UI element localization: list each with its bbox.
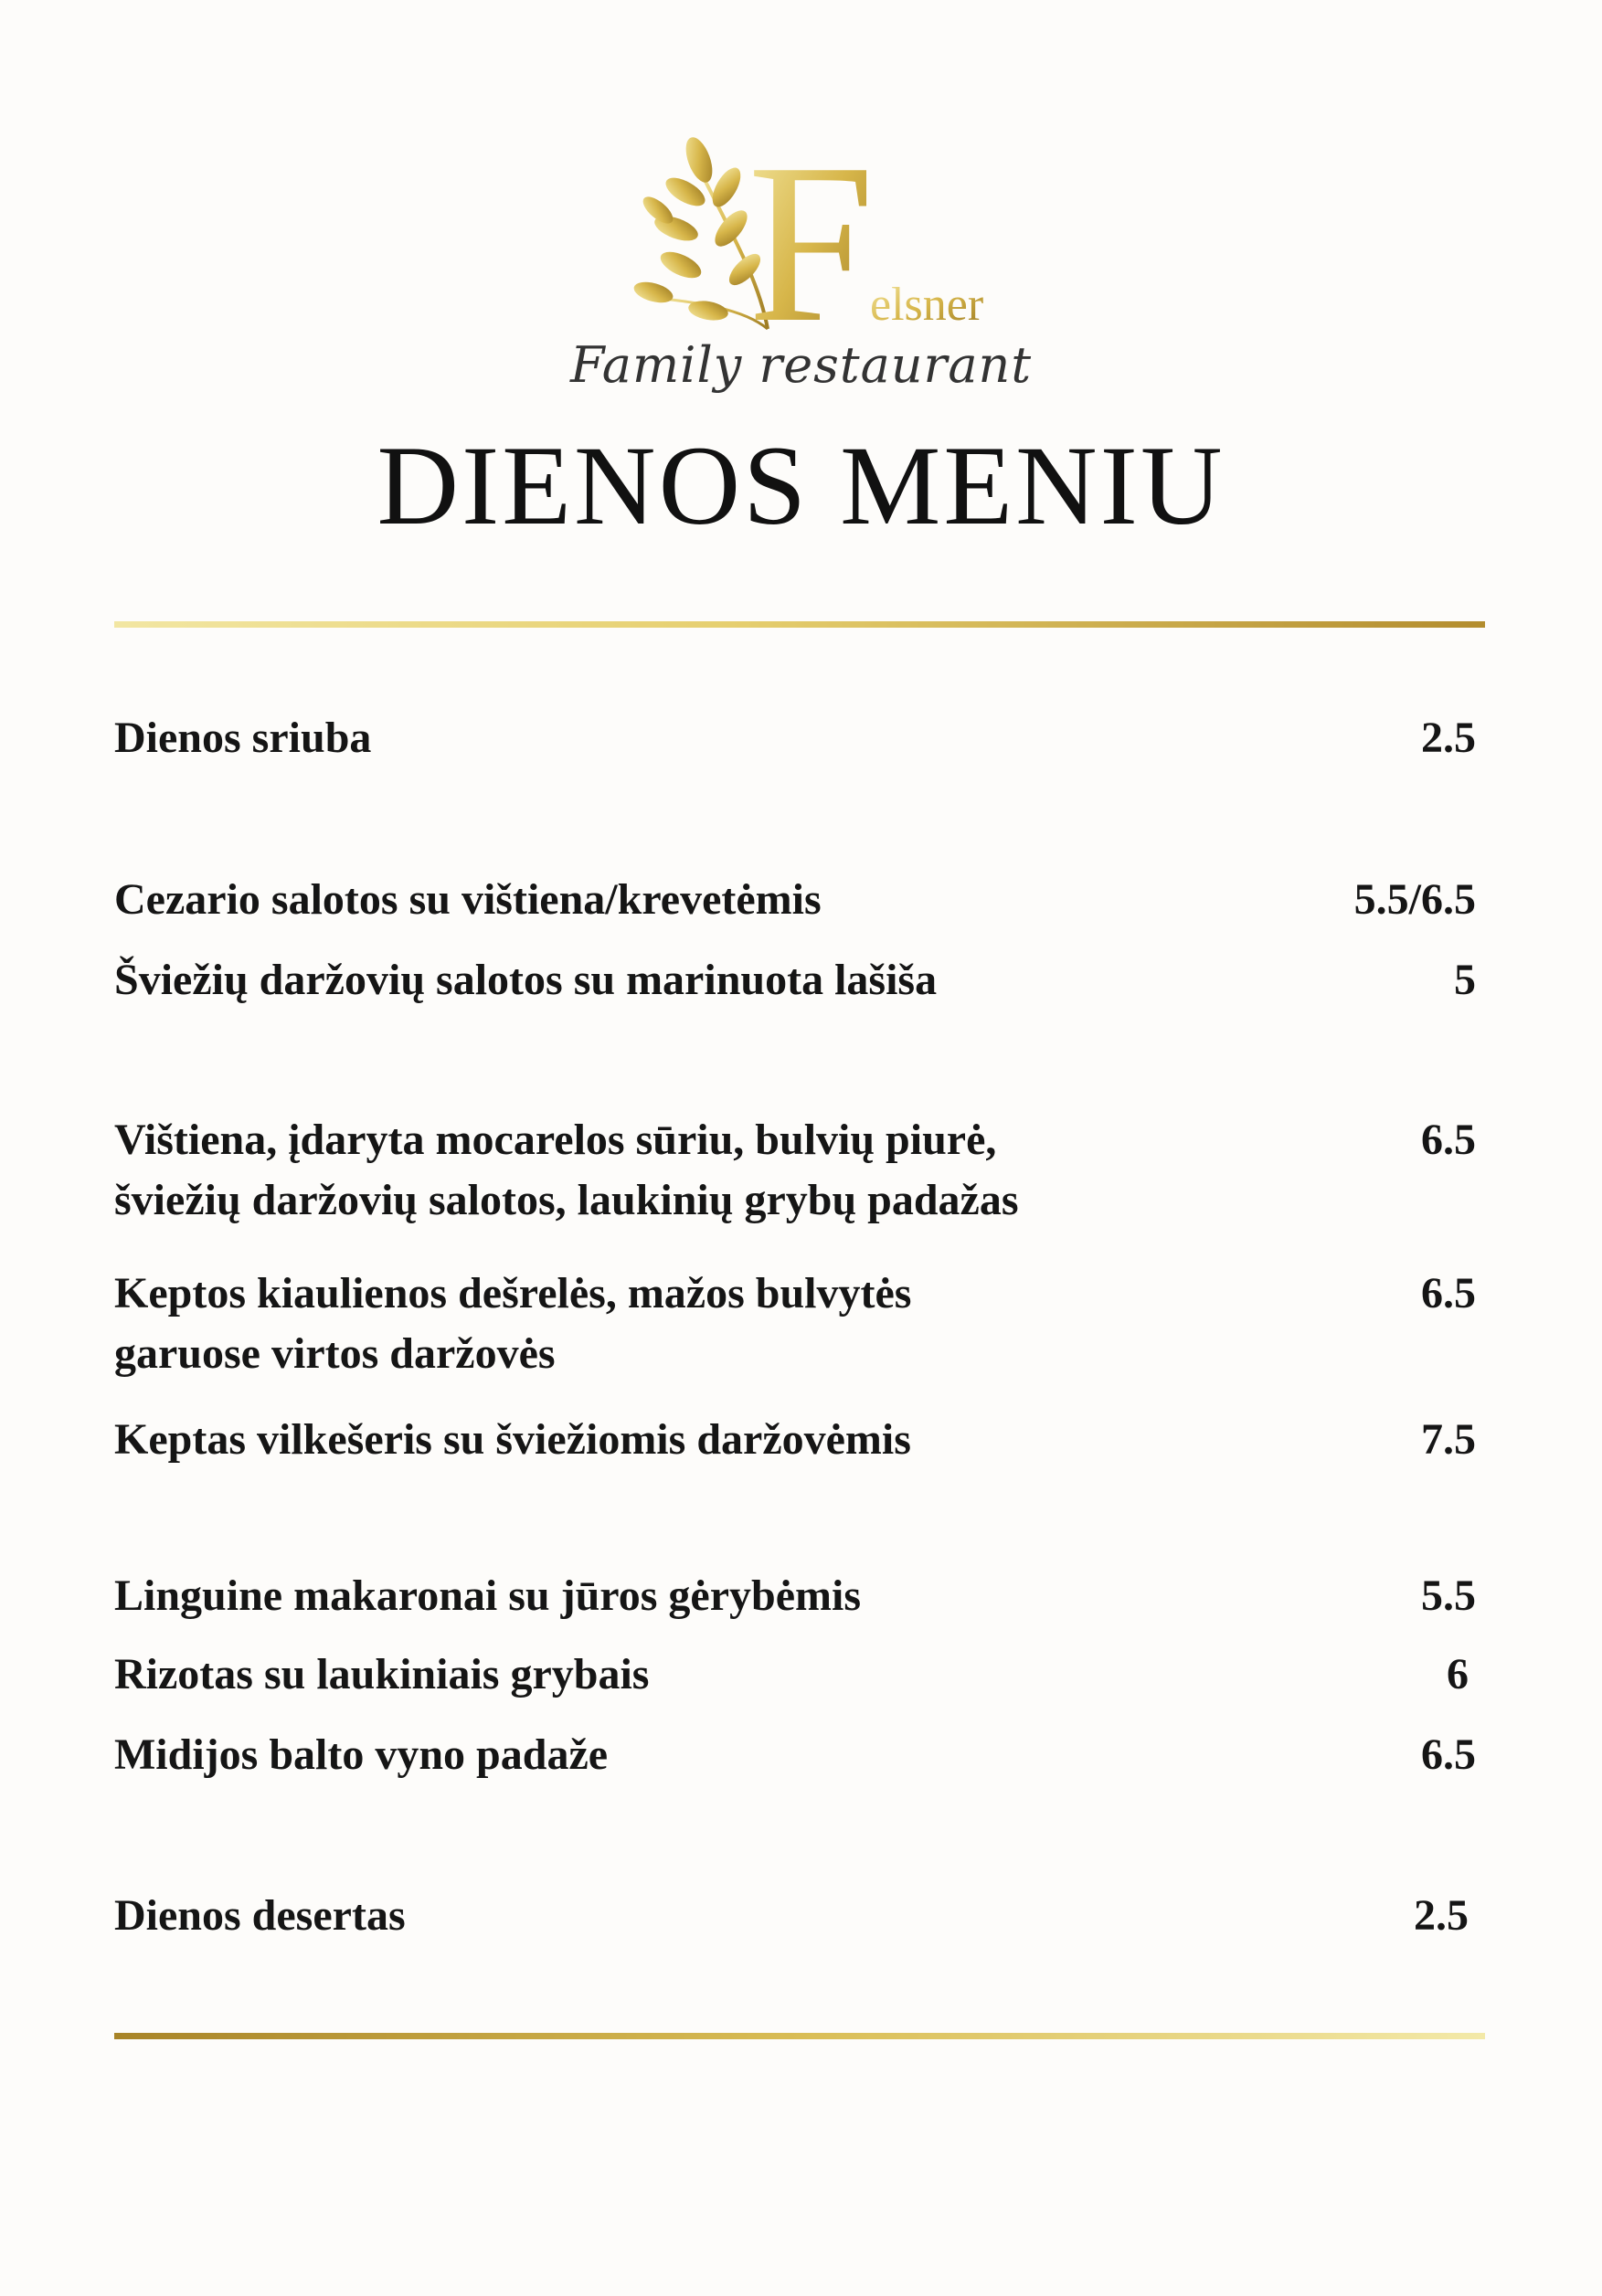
menu-item-name-line: šviežių daržovių salotos, laukinių grybų padažas	[114, 1176, 1019, 1224]
menu-item-name: Rizotas su laukiniais grybais	[114, 1650, 650, 1698]
menu-item-price: 6.5	[1421, 1269, 1476, 1317]
menu-item-price: 6.5	[1421, 1730, 1476, 1779]
top-divider	[114, 621, 1485, 628]
menu-item-name: Cezario salotos su vištiena/krevetėmis	[114, 875, 822, 924]
menu-item-price: 2.5	[1414, 1891, 1469, 1940]
menu-item-name: Dienos desertas	[114, 1891, 406, 1940]
menu-item-name: Linguine makaronai su jūros gėrybėmis	[114, 1571, 862, 1620]
menu-item-name: Keptas vilkešeris su šviežiomis daržovėmis	[114, 1415, 911, 1464]
restaurant-logo	[631, 117, 984, 370]
menu-item-price: 5	[1454, 956, 1476, 1004]
logo-text: elsner	[870, 279, 984, 331]
menu-item-price: 7.5	[1421, 1415, 1476, 1464]
menu-item-name: Šviežių daržovių salotos su marinuota lašiša	[114, 956, 938, 1004]
menu-item-price: 6	[1447, 1650, 1469, 1698]
menu-item-name	[114, 1264, 1257, 1384]
bottom-divider	[114, 2033, 1485, 2039]
menu-item-name	[114, 1110, 1257, 1231]
menu-item-name-line: Keptos kiaulienos dešrelės, mažos bulvytės	[114, 1269, 912, 1317]
logo-letter: F	[748, 117, 875, 370]
menu-item-name: Dienos sriuba	[114, 714, 372, 762]
menu-item-price: 6.5	[1421, 1116, 1476, 1164]
menu-item-name: Midijos balto vyno padaže	[114, 1730, 609, 1779]
leaf-branch-icon	[631, 117, 984, 370]
menu-item-price: 2.5	[1421, 714, 1476, 762]
menu-item-price: 5.5	[1421, 1571, 1476, 1620]
page-title: DIENOS MENIU	[377, 423, 1225, 548]
tagline: Family restaurant	[569, 336, 1033, 394]
menu-item-price: 5.5/6.5	[1353, 875, 1476, 924]
menu-item-name-line: garuose virtos daržovės	[114, 1329, 556, 1378]
menu-item-name-line: Vištiena, įdaryta mocarelos sūriu, bulvių piurė,	[114, 1116, 997, 1164]
